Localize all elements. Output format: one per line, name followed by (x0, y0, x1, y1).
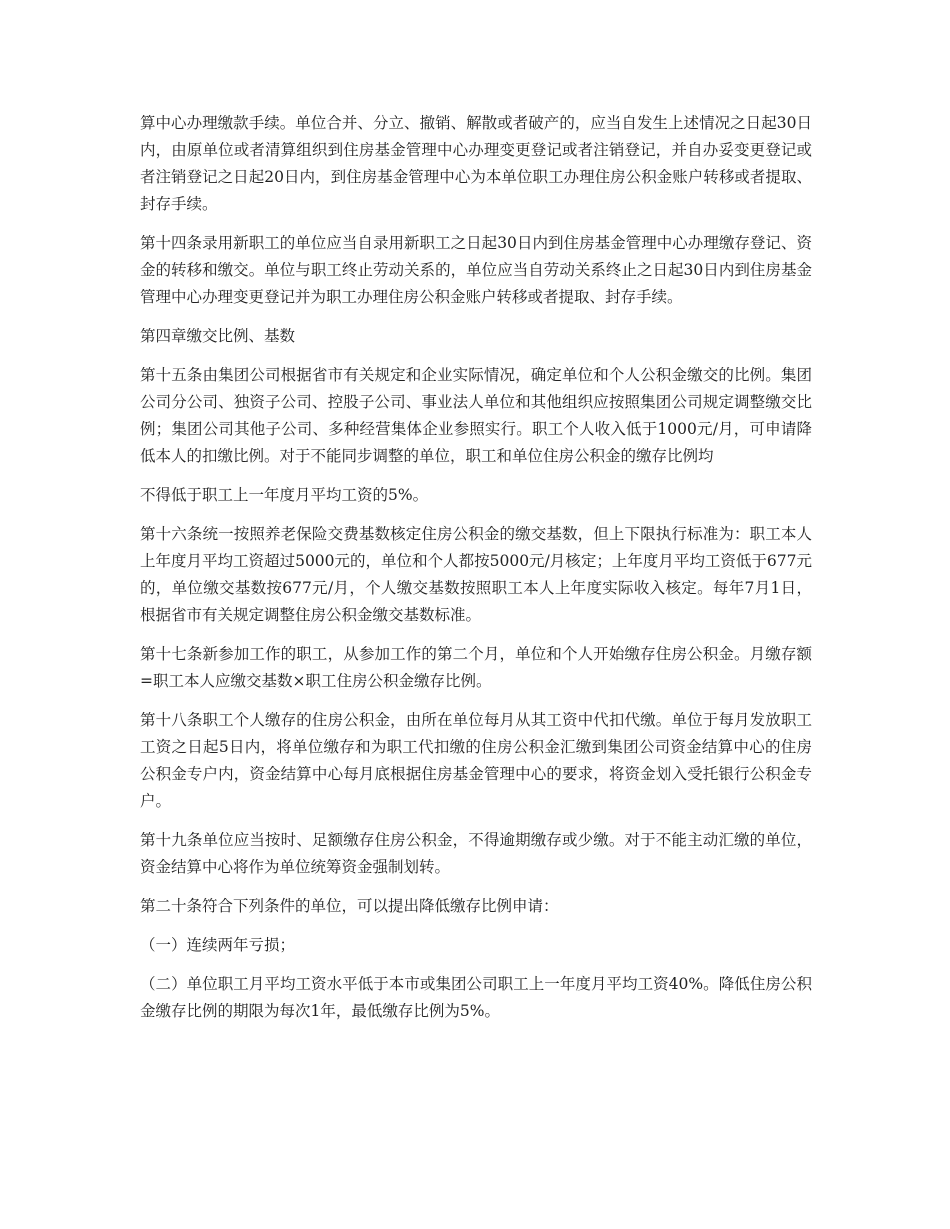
list-item-condition-1: （一）连续两年亏损； (140, 936, 296, 954)
paragraph-article-14: 第十四条录用新职工的单位应当自录用新职工之日起30日内到住房基金管理中心办理缴存登记、资金的转移和缴交。单位与职工终止劳动关系的，单位应当自劳动关系终止之日起30日内到住房基金管理中心办理变更登记并为职工办理住房公积金账户转移或者提取、封存手续。 (140, 234, 812, 306)
document-page (140, 110, 812, 1037)
paragraph-article-15-continued: 不得低于职工上一年度月平均工资的5%。 (140, 486, 429, 504)
paragraph-article-20: 第二十条符合下列条件的单位，可以提出降低缴存比例申请： (140, 897, 559, 915)
paragraph-article-18: 第十八条职工个人缴存的住房公积金，由所在单位每月从其工资中代扣代缴。单位于每月发放职工工资之日起5日内，将单位缴存和为职工代扣缴的住房公积金汇缴到集团公司资金结算中心的住房公积金专户内，资金结算中心每月底根据住房基金管理中心的要求，将资金划入受托银行公积金专户。 (140, 711, 812, 810)
paragraph-article-16: 第十六条统一按照养老保险交费基数核定住房公积金的缴交基数，但上下限执行标准为：职工本人上年度月平均工资超过5000元的，单位和个人都按5000元/月核定；上年度月平均工资低于677元的，单位缴交基数按677元/月，个人缴交基数按照职工本人上年度实际收入核定。每年7月1日，根据省市有关规定调整住房公积金缴交基数标准。 (140, 525, 812, 624)
paragraph-article-15: 第十五条由集团公司根据省市有关规定和企业实际情况，确定单位和个人公积金缴交的比例。集团公司分公司、独资子公司、控股子公司、事业法人单位和其他组织应按照集团公司规定调整缴交比例；集团公司其他子公司、多种经营集体企业参照实行。职工个人收入低于1000元/月，可申请降低本人的扣缴比例。对于不能同步调整的单位，职工和单位住房公积金的缴存比例均 (140, 366, 812, 465)
chapter-heading-4: 第四章缴交比例、基数 (140, 327, 296, 345)
list-item-condition-2: （二）单位职工月平均工资水平低于本市或集团公司职工上一年度月平均工资40%。降低住房公积金缴存比例的期限为每次1年，最低缴存比例为5%。 (140, 975, 812, 1020)
paragraph-article-19: 第十九条单位应当按时、足额缴存住房公积金，不得逾期缴存或少缴。对于不能主动汇缴的单位，资金结算中心将作为单位统筹资金强制划转。 (140, 831, 812, 876)
paragraph-settlement-procedures: 算中心办理缴款手续。单位合并、分立、撤销、解散或者破产的，应当自发生上述情况之日起30日内，由原单位或者清算组织到住房基金管理中心办理变更登记或者注销登记，并自办妥变更登记或者注销登记之日起20日内，到住房基金管理中心为本单位职工办理住房公积金账户转移或者提取、封存手续。 (140, 114, 812, 213)
paragraph-article-17: 第十七条新参加工作的职工，从参加工作的第二个月，单位和个人开始缴存住房公积金。月缴存额=职工本人应缴交基数×职工住房公积金缴存比例。 (140, 645, 812, 690)
